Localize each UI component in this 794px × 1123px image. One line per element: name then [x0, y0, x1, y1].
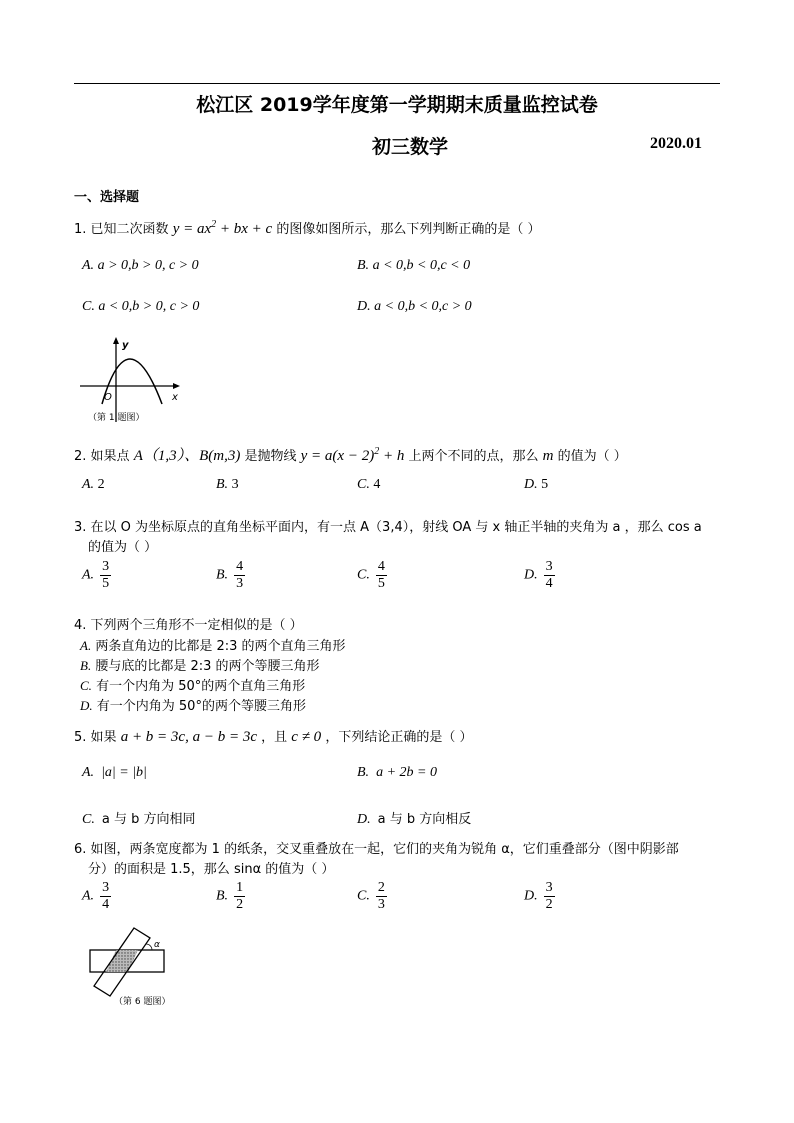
q2-option-c-label: C. — [357, 477, 370, 492]
q6-option-b-num: 1 — [236, 880, 244, 895]
q3-option-d-num: 3 — [545, 559, 553, 574]
q5-stem-post: ，下列结论正确的是（ ） — [325, 730, 473, 745]
q1-option-d-label: D. — [357, 299, 371, 314]
q1-origin-label: O — [104, 392, 112, 403]
q4-option-a-text: 两条直角边的比都是 2:3 的两个直角三角形 — [95, 639, 346, 654]
q6-option-a-frac — [100, 880, 111, 913]
q3-option-a-label: A. — [82, 567, 95, 583]
q6-option-b[interactable] — [216, 880, 245, 913]
q3-option-a-den: 5 — [102, 576, 110, 591]
q1-x-arrow — [173, 383, 180, 389]
q1-option-b-text: a < 0,b < 0,c < 0 — [372, 258, 471, 273]
q5-stem — [74, 726, 472, 746]
q2-option-a-text: 2 — [97, 477, 105, 492]
q4-option-a-label: A. — [80, 638, 92, 653]
q6-alpha-label: α — [154, 940, 160, 950]
q4-option-b-label: B. — [80, 658, 92, 673]
q1-formula: $y = ax^2$ + bx + c — [172, 219, 273, 237]
q2-stem-mid: 是抛物线 — [244, 449, 297, 464]
q3-option-d-den: 4 — [545, 576, 553, 591]
q3-option-a-frac — [100, 559, 111, 592]
q5-stem-mid: ，且 — [261, 730, 288, 745]
q5-option-c-text: a 与 b 方向相同 — [101, 812, 196, 827]
q6-option-a-label: A. — [82, 888, 95, 904]
q5-option-c-label: C. — [82, 812, 95, 827]
q6-figure-caption: （第 6 题图） — [114, 997, 171, 1007]
q1-option-d[interactable] — [357, 299, 472, 315]
q6-option-d-label: D. — [524, 888, 538, 904]
q3-option-b[interactable] — [216, 559, 245, 592]
q1-stem-pre: 1. 已知二次函数 — [74, 222, 169, 237]
q6-stem-line1: 6. 如图，两条宽度都为 1 的纸条，交叉重叠放在一起，它们的夹角为锐角 α，它们重叠部分（图中阴影部 — [74, 842, 679, 857]
q2-option-b-text: 3 — [231, 477, 239, 492]
section-heading: 一、选择题 — [74, 190, 140, 205]
q1-stem-post: 的图像如图所示，那么下列判断正确的是（ ） — [276, 222, 541, 237]
exam-title: 松江区 2019学年度第一学期期末质量监控试卷 — [196, 94, 598, 116]
q5-option-a-text: |a| = |b| — [101, 765, 147, 780]
q6-option-c-den: 3 — [377, 897, 385, 912]
q2-option-a-label: A. — [82, 477, 95, 492]
q6-option-a-den: 4 — [102, 897, 110, 912]
q2-points: A（1,3）、B(m,3) — [133, 448, 241, 464]
q2-stem — [74, 444, 627, 465]
q6-option-d[interactable] — [524, 880, 555, 913]
q2-stem-post: 上两个不同的点，那么 — [408, 449, 539, 464]
q3-option-d-label: D. — [524, 567, 538, 583]
q6-option-a-num: 3 — [102, 880, 110, 895]
q5-option-d-text: a 与 b 方向相反 — [377, 812, 472, 827]
q2-option-c[interactable] — [357, 477, 380, 493]
q5-stem-pre: 5. 如果 — [74, 730, 117, 745]
q4-option-b-text: 腰与底的比都是 2:3 的两个等腰三角形 — [95, 659, 320, 674]
q3-option-c-label: C. — [357, 567, 370, 583]
q1-option-c-label: C. — [82, 299, 95, 314]
q6-option-c[interactable] — [357, 880, 387, 913]
q1-option-a-label: A. — [82, 258, 95, 273]
q4-option-a[interactable] — [80, 635, 346, 654]
q2-option-a[interactable] — [82, 477, 105, 493]
q2-option-b-label: B. — [216, 477, 229, 492]
q2-option-b[interactable] — [216, 477, 239, 493]
q5-option-b[interactable] — [357, 765, 437, 781]
q6-option-d-frac — [544, 880, 555, 913]
q4-option-c-label: C. — [80, 678, 92, 693]
q5-condition: c ≠ 0 — [291, 729, 322, 745]
q3-option-b-label: B. — [216, 567, 229, 583]
q6-option-b-den: 2 — [236, 897, 244, 912]
q1-stem — [74, 218, 540, 238]
q3-option-c-frac — [376, 559, 387, 592]
q3-stem-line2: 的值为（ ） — [88, 540, 158, 555]
q1-option-a[interactable] — [82, 258, 199, 274]
q2-option-d-text: 5 — [541, 477, 549, 492]
q2-formula: $y = a(x - 2)^2 + h$ — [300, 446, 405, 464]
q2-var: m — [542, 448, 554, 464]
q3-option-d-frac — [544, 559, 555, 592]
q1-option-c[interactable] — [82, 299, 199, 315]
q6-option-c-num: 2 — [377, 880, 385, 895]
q4-option-b[interactable] — [80, 655, 320, 674]
q5-option-b-text: a + 2b = 0 — [376, 765, 437, 780]
q1-figure-caption: （第 1 题图） — [88, 413, 145, 423]
q4-option-c[interactable] — [80, 675, 305, 694]
q2-option-d-label: D. — [524, 477, 538, 492]
q5-option-a[interactable] — [82, 765, 147, 781]
q6-option-b-label: B. — [216, 888, 229, 904]
q3-option-a-num: 3 — [102, 559, 110, 574]
q3-option-c-den: 5 — [377, 576, 385, 591]
q3-option-b-num: 4 — [236, 559, 244, 574]
q4-option-d-text: 有一个内角为 50°的两个等腰三角形 — [96, 699, 306, 714]
q5-option-c[interactable] — [82, 808, 195, 828]
q6-option-d-den: 2 — [545, 897, 553, 912]
q5-option-a-label: A. — [82, 765, 95, 780]
q5-option-d[interactable] — [357, 808, 471, 828]
q2-option-c-text: 4 — [373, 477, 381, 492]
q1-parabola-figure — [76, 334, 186, 426]
q1-option-b-label: B. — [357, 258, 370, 273]
q1-x-label: x — [172, 392, 178, 403]
q2-stem-pre: 2. 如果点 — [74, 449, 130, 464]
q3-option-c-num: 4 — [377, 559, 385, 574]
q1-y-label: y — [122, 340, 129, 351]
q3-option-c[interactable] — [357, 559, 387, 592]
q6-angle-arc — [146, 944, 152, 950]
header-rule — [74, 83, 720, 84]
q3-option-a[interactable] — [82, 559, 111, 592]
q5-option-d-label: D. — [357, 812, 371, 827]
q3-option-d[interactable] — [524, 559, 555, 592]
q2-stem-end: 的值为（ ） — [557, 449, 627, 464]
exam-subject: 初三数学 — [372, 136, 449, 158]
q6-option-c-label: C. — [357, 888, 370, 904]
q4-option-d-label: D. — [80, 698, 93, 713]
q4-stem: 4. 下列两个三角形不一定相似的是（ ） — [74, 618, 303, 633]
q6-option-a[interactable] — [82, 880, 111, 913]
exam-date: 2020.01 — [650, 135, 702, 152]
q5-formula: a + b = 3c, a − b = 3c — [120, 729, 257, 745]
q4-option-c-text: 有一个内角为 50°的两个直角三角形 — [96, 679, 306, 694]
q1-option-b[interactable] — [357, 258, 470, 274]
q6-stem-line2: 分）的面积是 1.5，那么 sinα 的值为（ ） — [88, 862, 335, 877]
q6-option-d-num: 3 — [545, 880, 553, 895]
q3-option-b-frac — [234, 559, 245, 592]
q3-option-b-den: 3 — [236, 576, 244, 591]
q3-stem-line1: 3. 在以 O 为坐标原点的直角坐标平面内，有一点 A（3,4），射线 OA 与 x 轴正半轴的夹角为 a ，那么 cos a — [74, 520, 702, 535]
q2-option-d[interactable] — [524, 477, 548, 493]
q6-strips-figure — [76, 922, 186, 1012]
q1-y-arrow — [113, 337, 119, 344]
q5-option-b-label: B. — [357, 765, 370, 780]
q1-option-d-text: a < 0,b < 0,c > 0 — [374, 299, 472, 314]
q1-option-c-text: a < 0,b > 0, c > 0 — [98, 299, 200, 314]
q4-option-d[interactable] — [80, 695, 306, 714]
q6-option-b-frac — [234, 880, 245, 913]
q1-option-a-text: a > 0,b > 0, c > 0 — [97, 258, 199, 273]
q6-option-c-frac — [376, 880, 387, 913]
